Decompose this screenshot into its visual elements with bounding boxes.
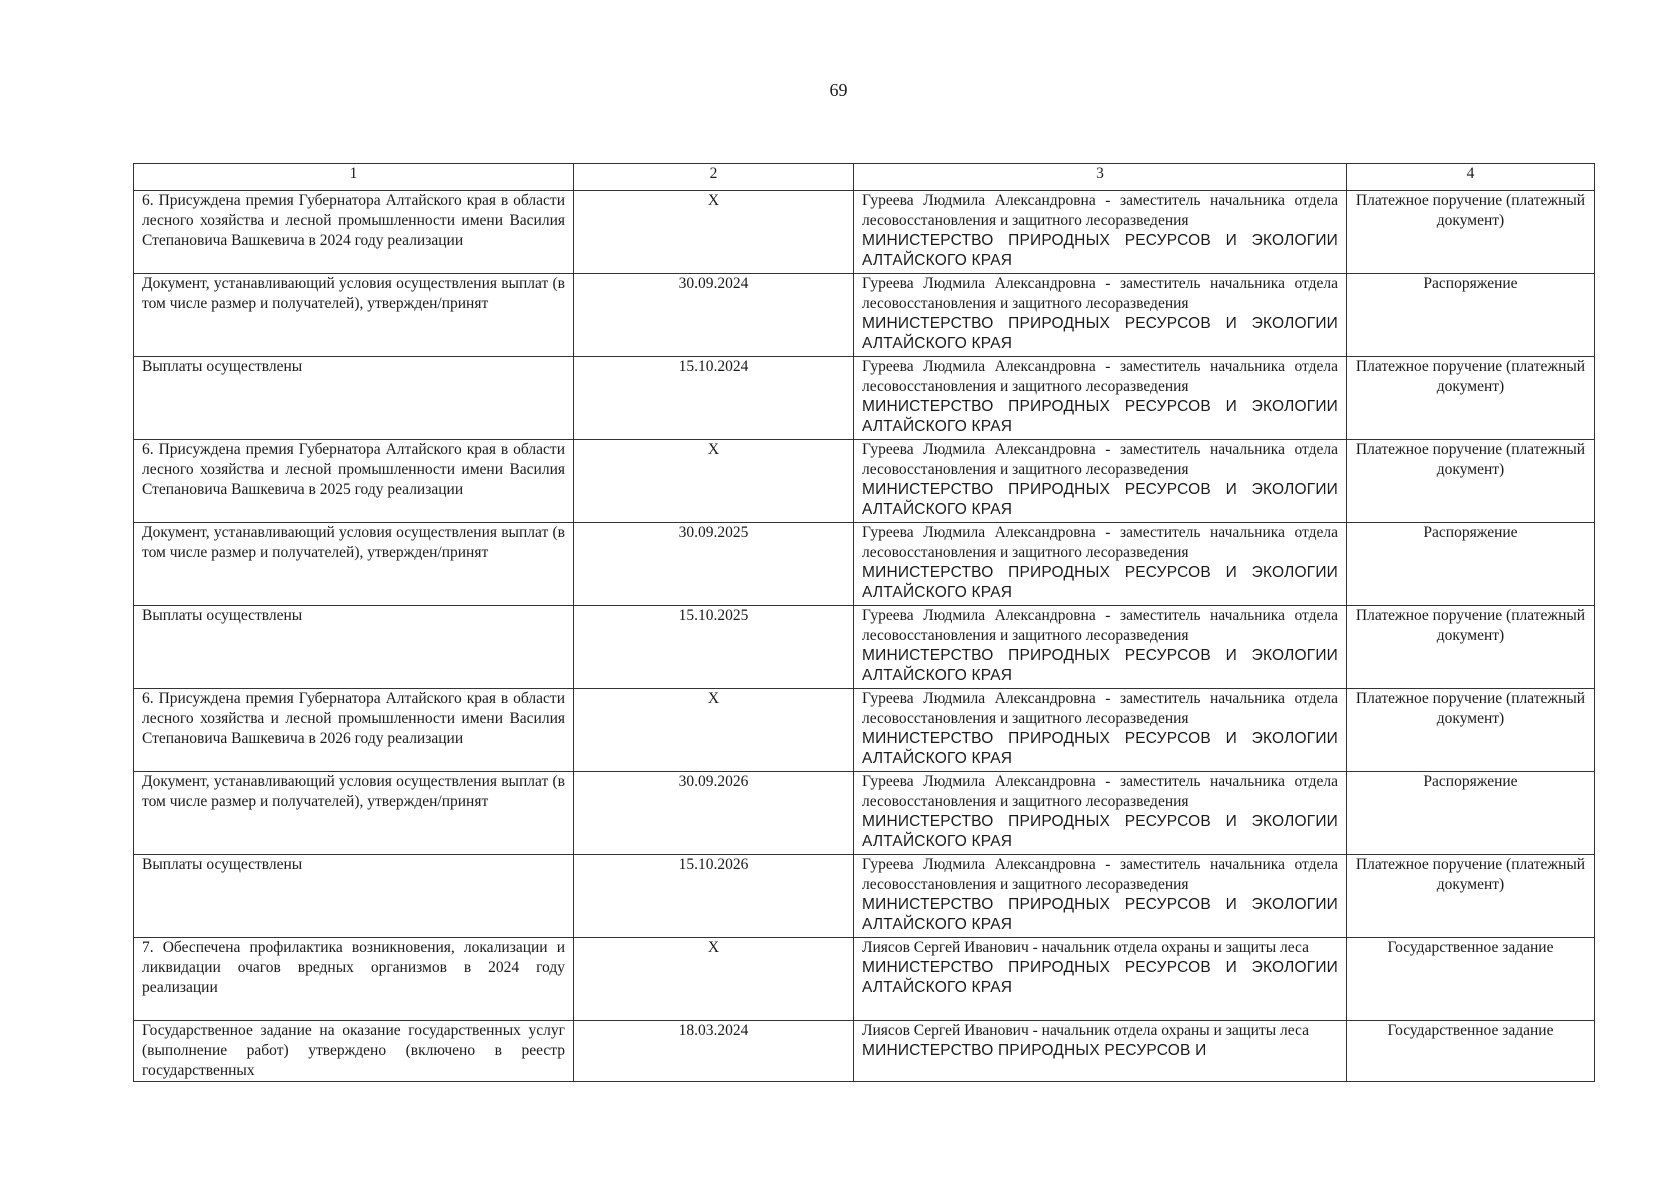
cell-responsible [854, 523, 1347, 606]
cell-date: 15.10.2026 [574, 855, 854, 938]
responsible-person: Гуреева Людмила Александровна - заместитель начальника отдела лесовосстановления и защитного лесоразведения [862, 275, 1338, 312]
table-row [134, 357, 1595, 440]
column-header-2: 2 [574, 164, 854, 191]
responsible-person: Гуреева Людмила Александровна - заместитель начальника отдела лесовосстановления и защитного лесоразведения [862, 607, 1338, 644]
cell-description: 6. Присуждена премия Губернатора Алтайского края в области лесного хозяйства и лесной промышленности имени Василия Степановича Вашкевича в 2024 году реализации [134, 191, 574, 274]
responsible-organization: МИНИСТЕРСТВО ПРИРОДНЫХ РЕСУРСОВ И ЭКОЛОГИИ АЛТАЙСКОГО КРАЯ [862, 315, 1338, 352]
cell-description: Выплаты осуществлены [134, 357, 574, 440]
cell-document-type: Платежное поручение (платежный документ) [1347, 855, 1595, 938]
cell-date: X [574, 440, 854, 523]
cell-document-type: Платежное поручение (платежный документ) [1347, 689, 1595, 772]
cell-date: 15.10.2024 [574, 357, 854, 440]
cell-document-type: Распоряжение [1347, 772, 1595, 855]
cell-responsible [854, 357, 1347, 440]
column-header-4: 4 [1347, 164, 1595, 191]
responsible-organization: МИНИСТЕРСТВО ПРИРОДНЫХ РЕСУРСОВ И [862, 1042, 1207, 1059]
responsible-organization: МИНИСТЕРСТВО ПРИРОДНЫХ РЕСУРСОВ И ЭКОЛОГИИ АЛТАЙСКОГО КРАЯ [862, 959, 1338, 996]
responsible-organization: МИНИСТЕРСТВО ПРИРОДНЫХ РЕСУРСОВ И ЭКОЛОГИИ АЛТАЙСКОГО КРАЯ [862, 232, 1338, 269]
cell-responsible [854, 938, 1347, 1021]
cell-document-type: Платежное поручение (платежный документ) [1347, 606, 1595, 689]
responsible-person: Гуреева Людмила Александровна - заместитель начальника отдела лесовосстановления и защитного лесоразведения [862, 441, 1338, 478]
cell-description: Документ, устанавливающий условия осуществления выплат (в том числе размер и получателей), утвержден/принят [134, 772, 574, 855]
responsible-person: Гуреева Людмила Александровна - заместитель начальника отдела лесовосстановления и защитного лесоразведения [862, 773, 1338, 810]
cell-date: 30.09.2025 [574, 523, 854, 606]
cell-document-type: Распоряжение [1347, 274, 1595, 357]
responsible-person: Гуреева Людмила Александровна - заместитель начальника отдела лесовосстановления и защитного лесоразведения [862, 192, 1338, 229]
cell-date: X [574, 938, 854, 1021]
cell-date: 30.09.2024 [574, 274, 854, 357]
responsible-organization: МИНИСТЕРСТВО ПРИРОДНЫХ РЕСУРСОВ И ЭКОЛОГИИ АЛТАЙСКОГО КРАЯ [862, 564, 1338, 601]
table-row [134, 440, 1595, 523]
responsible-person: Гуреева Людмила Александровна - заместитель начальника отдела лесовосстановления и защитного лесоразведения [862, 524, 1338, 561]
responsible-person: Гуреева Людмила Александровна - заместитель начальника отдела лесовосстановления и защитного лесоразведения [862, 856, 1338, 893]
cell-responsible [854, 440, 1347, 523]
cell-document-type: Платежное поручение (платежный документ) [1347, 191, 1595, 274]
cell-document-type: Платежное поручение (платежный документ) [1347, 440, 1595, 523]
page-number: 69 [829, 80, 848, 100]
column-header-1: 1 [134, 164, 574, 191]
cell-description: Выплаты осуществлены [134, 855, 574, 938]
table-row [134, 523, 1595, 606]
responsible-organization: МИНИСТЕРСТВО ПРИРОДНЫХ РЕСУРСОВ И ЭКОЛОГИИ АЛТАЙСКОГО КРАЯ [862, 481, 1338, 518]
table-row [134, 689, 1595, 772]
cell-date: 15.10.2025 [574, 606, 854, 689]
responsible-organization: МИНИСТЕРСТВО ПРИРОДНЫХ РЕСУРСОВ И ЭКОЛОГИИ АЛТАЙСКОГО КРАЯ [862, 813, 1338, 850]
table-row [134, 606, 1595, 689]
table-row [134, 274, 1595, 357]
cell-description: Документ, устанавливающий условия осуществления выплат (в том числе размер и получателей), утвержден/принят [134, 523, 574, 606]
cell-responsible [854, 1021, 1347, 1082]
responsible-person: Гуреева Людмила Александровна - заместитель начальника отдела лесовосстановления и защитного лесоразведения [862, 690, 1338, 727]
cell-description: Государственное задание на оказание государственных услуг (выполнение работ) утверждено (включено в реестр государственных [134, 1021, 574, 1082]
cell-date: 30.09.2026 [574, 772, 854, 855]
cell-responsible [854, 191, 1347, 274]
table-row [134, 191, 1595, 274]
cell-description: 6. Присуждена премия Губернатора Алтайского края в области лесного хозяйства и лесной промышленности имени Василия Степановича Вашкевича в 2025 году реализации [134, 440, 574, 523]
responsible-person: Лиясов Сергей Иванович - начальник отдела охраны и защиты леса [862, 939, 1309, 956]
column-header-3: 3 [854, 164, 1347, 191]
cell-responsible [854, 772, 1347, 855]
responsible-organization: МИНИСТЕРСТВО ПРИРОДНЫХ РЕСУРСОВ И ЭКОЛОГИИ АЛТАЙСКОГО КРАЯ [862, 647, 1338, 684]
responsible-person: Лиясов Сергей Иванович - начальник отдела охраны и защиты леса [862, 1022, 1309, 1039]
responsible-organization: МИНИСТЕРСТВО ПРИРОДНЫХ РЕСУРСОВ И ЭКОЛОГИИ АЛТАЙСКОГО КРАЯ [862, 398, 1338, 435]
cell-responsible [854, 855, 1347, 938]
cell-document-type: Государственное задание [1347, 938, 1595, 1021]
cell-document-type: Распоряжение [1347, 523, 1595, 606]
responsible-organization: МИНИСТЕРСТВО ПРИРОДНЫХ РЕСУРСОВ И ЭКОЛОГИИ АЛТАЙСКОГО КРАЯ [862, 896, 1338, 933]
cell-document-type: Государственное задание [1347, 1021, 1595, 1082]
cell-responsible [854, 689, 1347, 772]
table-header [134, 164, 1595, 191]
table-row [134, 938, 1595, 1021]
table-row [134, 1021, 1595, 1082]
cell-date: 18.03.2024 [574, 1021, 854, 1082]
cell-document-type: Платежное поручение (платежный документ) [1347, 357, 1595, 440]
cell-description: 6. Присуждена премия Губернатора Алтайского края в области лесного хозяйства и лесной промышленности имени Василия Степановича Вашкевича в 2026 году реализации [134, 689, 574, 772]
cell-description: Документ, устанавливающий условия осуществления выплат (в том числе размер и получателей), утвержден/принят [134, 274, 574, 357]
responsible-person: Гуреева Людмила Александровна - заместитель начальника отдела лесовосстановления и защитного лесоразведения [862, 358, 1338, 395]
cell-date: X [574, 689, 854, 772]
table-row [134, 772, 1595, 855]
header-row [134, 164, 1595, 191]
cell-responsible [854, 274, 1347, 357]
cell-date: X [574, 191, 854, 274]
plan-table [133, 163, 1595, 1082]
cell-description: 7. Обеспечена профилактика возникновения, локализации и ликвидации очагов вредных организмов в 2024 году реализации [134, 938, 574, 1021]
cell-description: Выплаты осуществлены [134, 606, 574, 689]
cell-responsible [854, 606, 1347, 689]
table-row [134, 855, 1595, 938]
responsible-organization: МИНИСТЕРСТВО ПРИРОДНЫХ РЕСУРСОВ И ЭКОЛОГИИ АЛТАЙСКОГО КРАЯ [862, 730, 1338, 767]
table-body [134, 191, 1595, 1082]
